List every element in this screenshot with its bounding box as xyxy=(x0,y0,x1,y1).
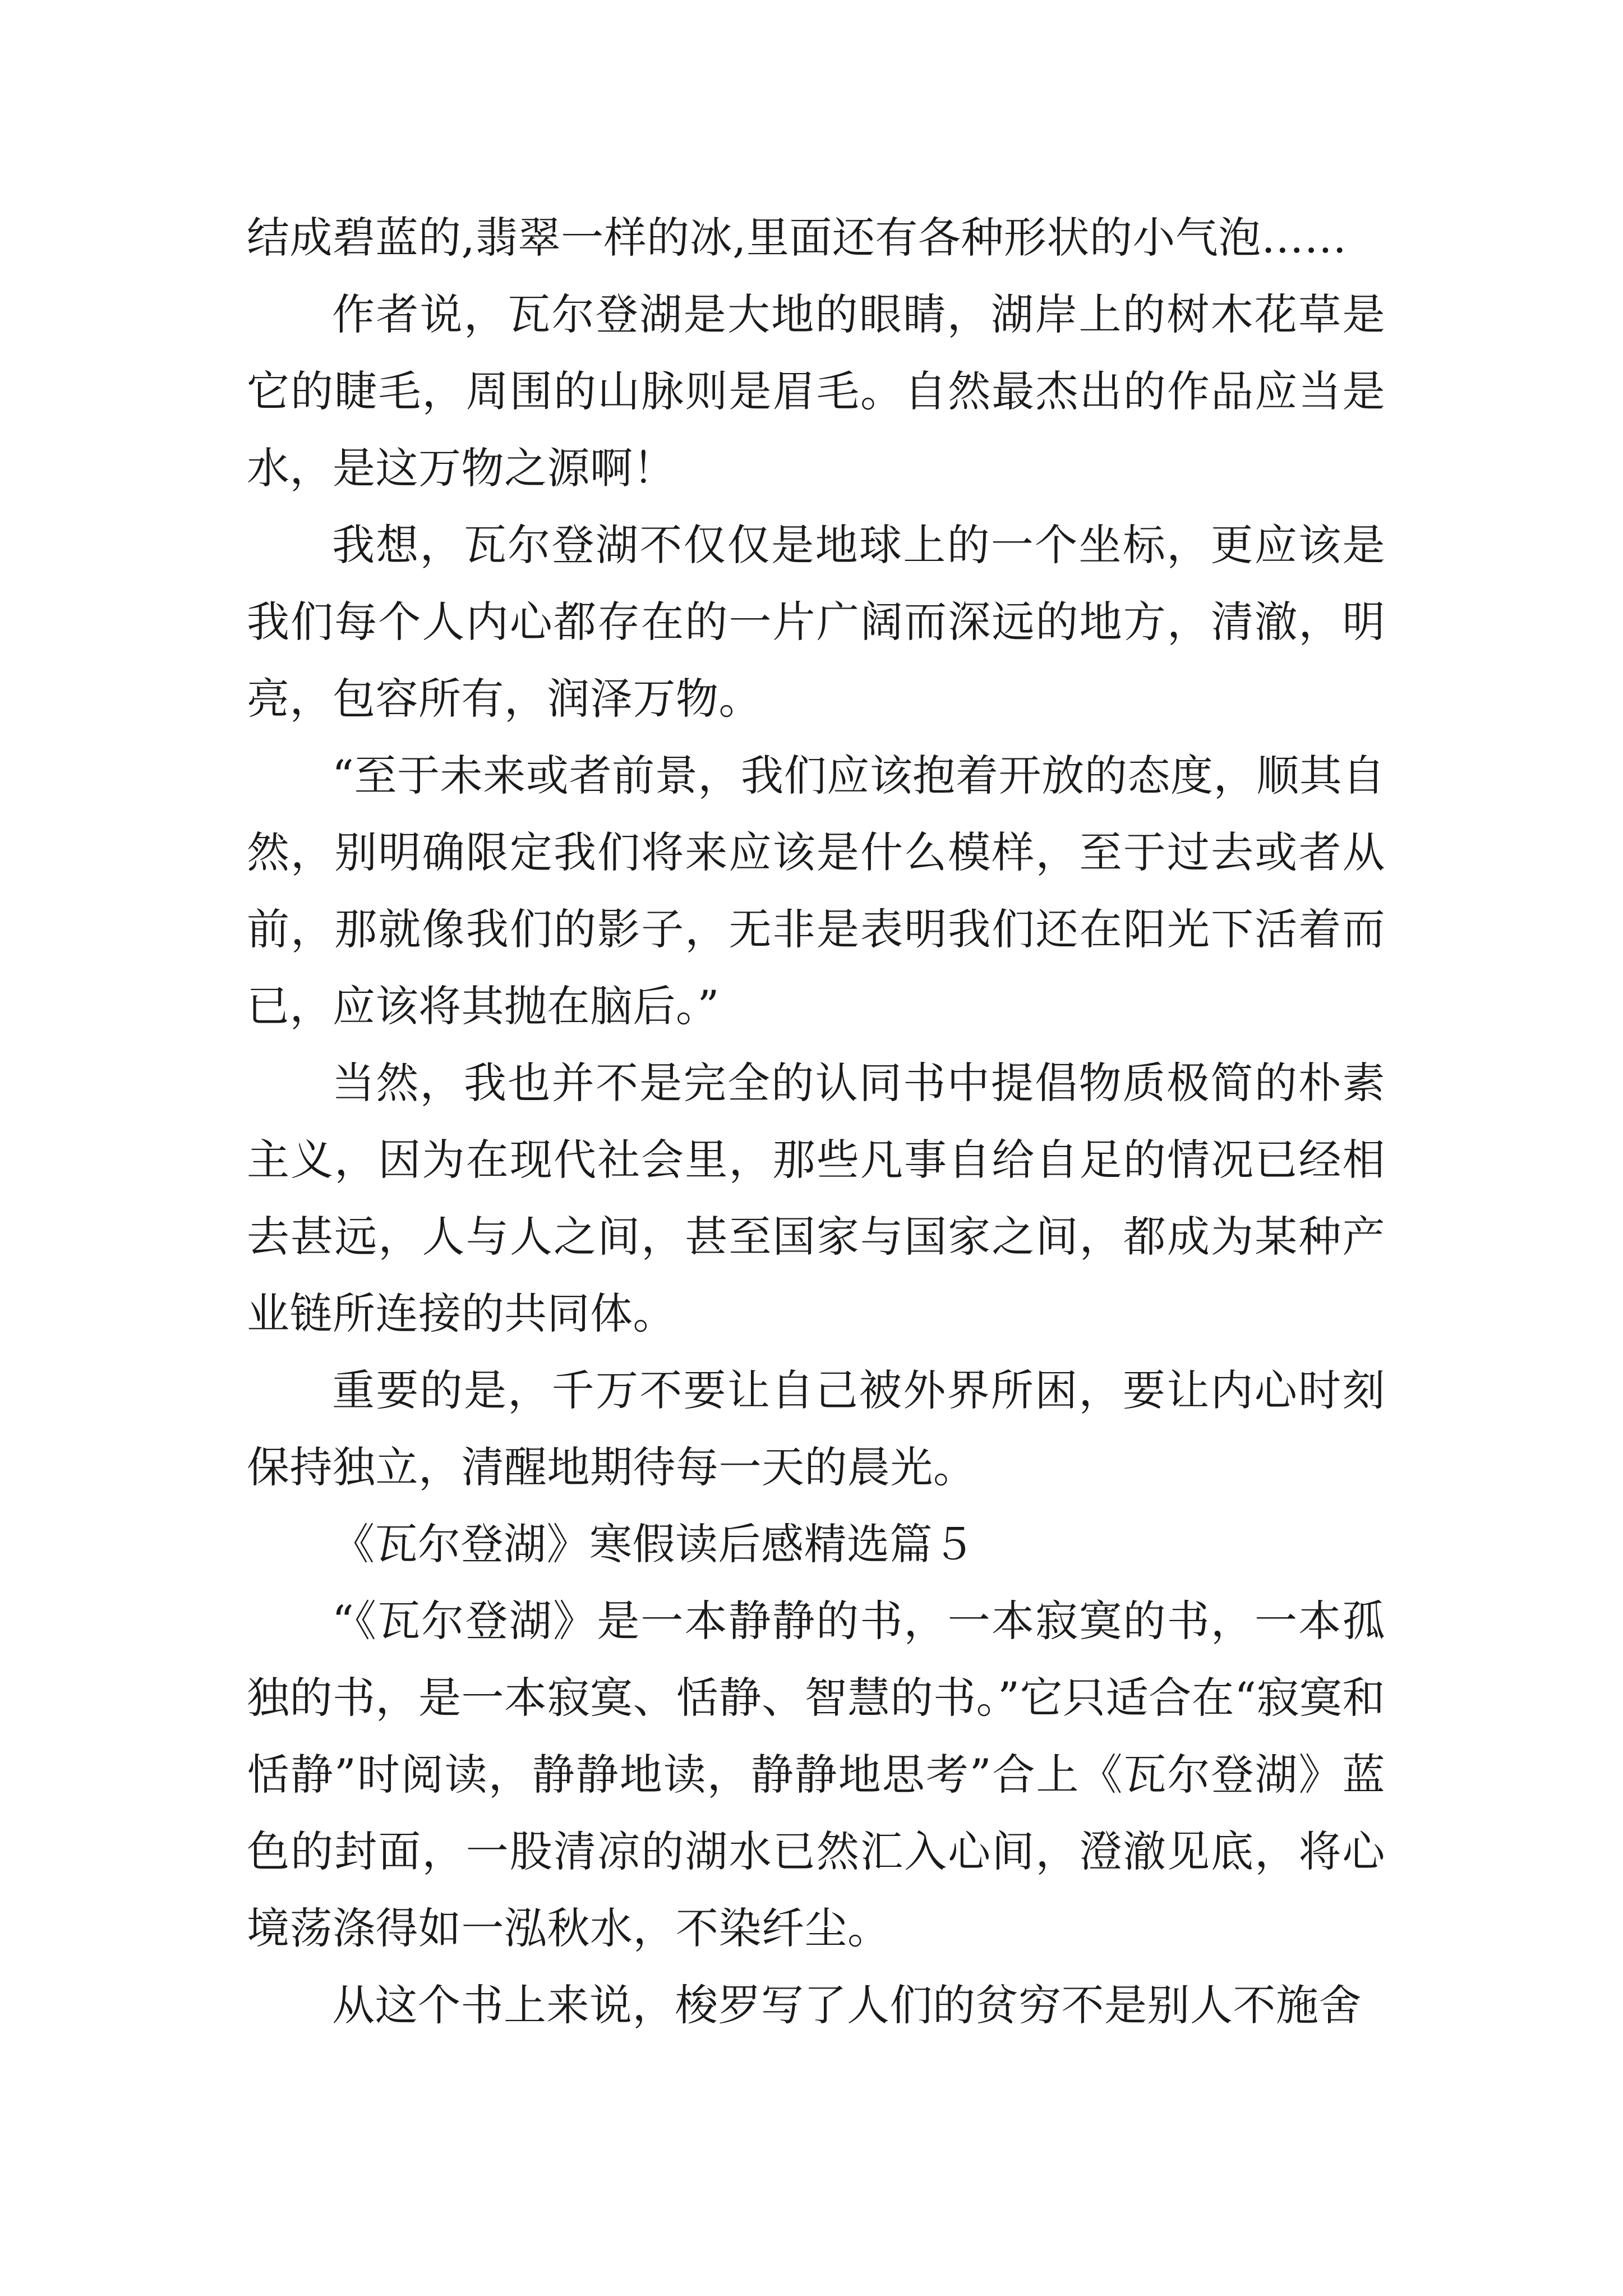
paragraph: 重要的是，千万不要让自己被外界所困，要让内心时刻保持独立，清醒地期待每一天的晨光。 xyxy=(247,1365,1385,1492)
section-title: 《瓦尔登湖》寒假读后感精选篇５ xyxy=(332,1519,976,1569)
paragraph: 从这个书上来说，梭罗写了人们的贫穷不是别人不施舍 xyxy=(332,1980,1362,2030)
paragraph: 当然，我也并不是完全的认同书中提倡物质极简的朴素主义，因为在现代社会里，那些凡事自给自足的情况已经相去甚远，人与人之间，甚至国家与国家之间，都成为某种产业链所连接的共同体。 xyxy=(247,1058,1385,1338)
paragraph-continued: 结成碧蓝的,翡翠一样的冰,里面还有各种形状的小气泡…… xyxy=(247,213,1347,263)
paragraph: “《瓦尔登湖》是一本静静的书，一本寂寞的书，一本孤独的书，是一本寂寞、恬静、智慧的书。”它只适合在“寂寞和恬静”时阅读，静静地读，静静地思考”合上《瓦尔登湖》蓝色的封面，一股清凉的湖水已然汇入心间，澄澈见底，将心境荡涤得如一泓秋水，不染纤尘。 xyxy=(247,1596,1385,1953)
paragraph: 我想，瓦尔登湖不仅仅是地球上的一个坐标，更应该是我们每个人内心都存在的一片广阔而深远的地方，清澈，明亮，包容所有，润泽万物。 xyxy=(247,520,1385,724)
body-text xyxy=(247,199,1385,2044)
paragraph: “至于未来或者前景，我们应该抱着开放的态度，顺其自然，别明确限定我们将来应该是什么模样，至于过去或者从前，那就像我们的影子，无非是表明我们还在阳光下活着而已，应该将其抛在脑后。” xyxy=(247,751,1385,1031)
paragraph: 作者说，瓦尔登湖是大地的眼睛，湖岸上的树木花草是它的睫毛，周围的山脉则是眉毛。自然最杰出的作品应当是水，是这万物之源啊！ xyxy=(247,289,1385,493)
